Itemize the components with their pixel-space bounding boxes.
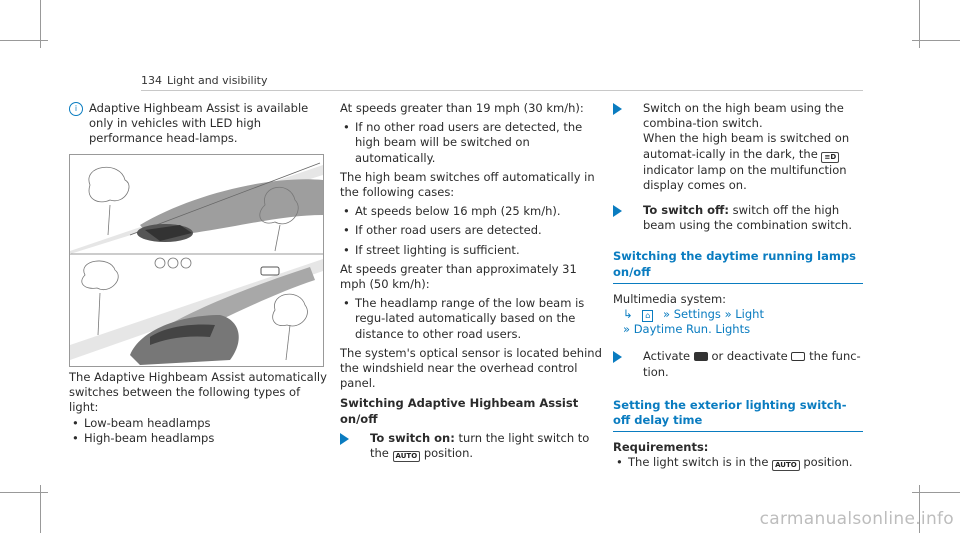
path-item-light: Light bbox=[735, 307, 764, 322]
watermark: carmanualsonline.info bbox=[759, 509, 954, 529]
list-item: • If other road users are detected. bbox=[340, 223, 602, 238]
step-text: turn the light switch to the bbox=[370, 430, 590, 461]
step-arrow-icon bbox=[340, 433, 349, 445]
chevron-icon: » bbox=[724, 307, 732, 322]
header-rule bbox=[141, 90, 863, 91]
step-text: switch off the high beam using the combination switch. bbox=[643, 203, 852, 233]
step-text: Switch on the high beam using the combina-tion switch. bbox=[643, 101, 844, 131]
step-text: indicator lamp on the multifunction display comes on. bbox=[643, 162, 847, 192]
req-text: The light switch is in the bbox=[628, 455, 769, 470]
crop-mark bbox=[0, 492, 48, 493]
step-text: When the high beam is switched on automat-ically in the dark, the bbox=[643, 131, 850, 161]
off-intro: The high beam switches off automatically in the following cases: bbox=[340, 169, 595, 200]
step-label: To switch off: bbox=[643, 203, 729, 218]
list-item-high-beam: • High-beam headlamps bbox=[69, 431, 327, 446]
req-text: position. bbox=[803, 455, 853, 470]
path-item-settings: Settings bbox=[673, 307, 721, 322]
page-header bbox=[141, 74, 267, 87]
switch-heading: Switching Adaptive Highbeam Assist on/off bbox=[340, 396, 579, 426]
step-switch-on bbox=[340, 431, 602, 462]
step-label: To switch on: bbox=[370, 430, 455, 445]
step-activate bbox=[613, 349, 863, 379]
home-icon: ⌂ bbox=[642, 310, 653, 322]
left-column bbox=[69, 101, 327, 147]
list-item: • If no other road users are detected, the high beam will be switched on automatically. bbox=[340, 120, 602, 166]
info-icon: i bbox=[69, 102, 83, 116]
highbeam-illustration bbox=[70, 155, 323, 366]
delay-heading: Setting the exterior lighting switch-off delay time bbox=[613, 398, 863, 432]
auto-icon: AUTO bbox=[393, 451, 421, 462]
crop-mark bbox=[0, 40, 48, 41]
page-number: 134 bbox=[141, 74, 162, 87]
step-text: Activate bbox=[643, 349, 691, 364]
highbeam-indicator-icon: ≡D bbox=[821, 152, 839, 163]
step-switch-on-highbeam bbox=[613, 101, 863, 193]
requirements-label: Requirements: bbox=[613, 440, 709, 455]
crop-mark bbox=[912, 492, 960, 493]
step-arrow-icon bbox=[613, 351, 622, 363]
note-text: Adaptive Highbeam Assist is available only in vehicles with LED high performance head-lamps. bbox=[89, 101, 309, 146]
illustration-highbeam bbox=[69, 154, 324, 367]
middle-column bbox=[340, 101, 602, 462]
intro-range: At speeds greater than approximately 31 mph (50 km/h): bbox=[340, 261, 577, 292]
left-caption-block bbox=[69, 370, 327, 446]
list-item: • If street lighting is sufficient. bbox=[340, 243, 602, 258]
list-item: • The headlamp range of the low beam is regu-lated automatically based on the distance to other road users. bbox=[340, 296, 602, 342]
list-item-low-beam: • Low-beam headlamps bbox=[69, 416, 327, 431]
chevron-icon: » bbox=[623, 322, 631, 337]
daytime-heading: Switching the daytime running lamps on/off bbox=[613, 249, 863, 283]
crop-mark bbox=[912, 40, 960, 41]
chevron-icon: » bbox=[663, 307, 671, 322]
toggle-off-icon bbox=[791, 352, 805, 361]
step-text: the func-tion. bbox=[643, 349, 861, 379]
multimedia-label: Multimedia system: bbox=[613, 291, 727, 306]
note bbox=[69, 101, 327, 147]
step-text: or deactivate bbox=[711, 349, 788, 364]
caption: The Adaptive Highbeam Assist automatically switches between the following types of light: bbox=[69, 370, 327, 415]
path-arrow-icon: ↳ bbox=[623, 307, 633, 322]
sensor-text: The system's optical sensor is located behind the windshield near the overhead control panel. bbox=[340, 345, 602, 391]
step-text: position. bbox=[423, 446, 474, 461]
right-column bbox=[613, 101, 863, 471]
section-title: Light and visibility bbox=[167, 74, 268, 87]
menu-path-cont bbox=[613, 322, 863, 337]
path-item-daytime: Daytime Run. Lights bbox=[633, 322, 751, 337]
auto-icon: AUTO bbox=[772, 460, 800, 471]
step-switch-off bbox=[613, 203, 863, 233]
requirement-item bbox=[613, 455, 863, 471]
intro-high: At speeds greater than 19 mph (30 km/h): bbox=[340, 101, 584, 115]
list-item: • At speeds below 16 mph (25 km/h). bbox=[340, 204, 602, 219]
step-arrow-icon bbox=[613, 103, 622, 115]
step-arrow-icon bbox=[613, 205, 622, 217]
toggle-on-icon bbox=[694, 352, 708, 361]
menu-path bbox=[613, 307, 863, 322]
